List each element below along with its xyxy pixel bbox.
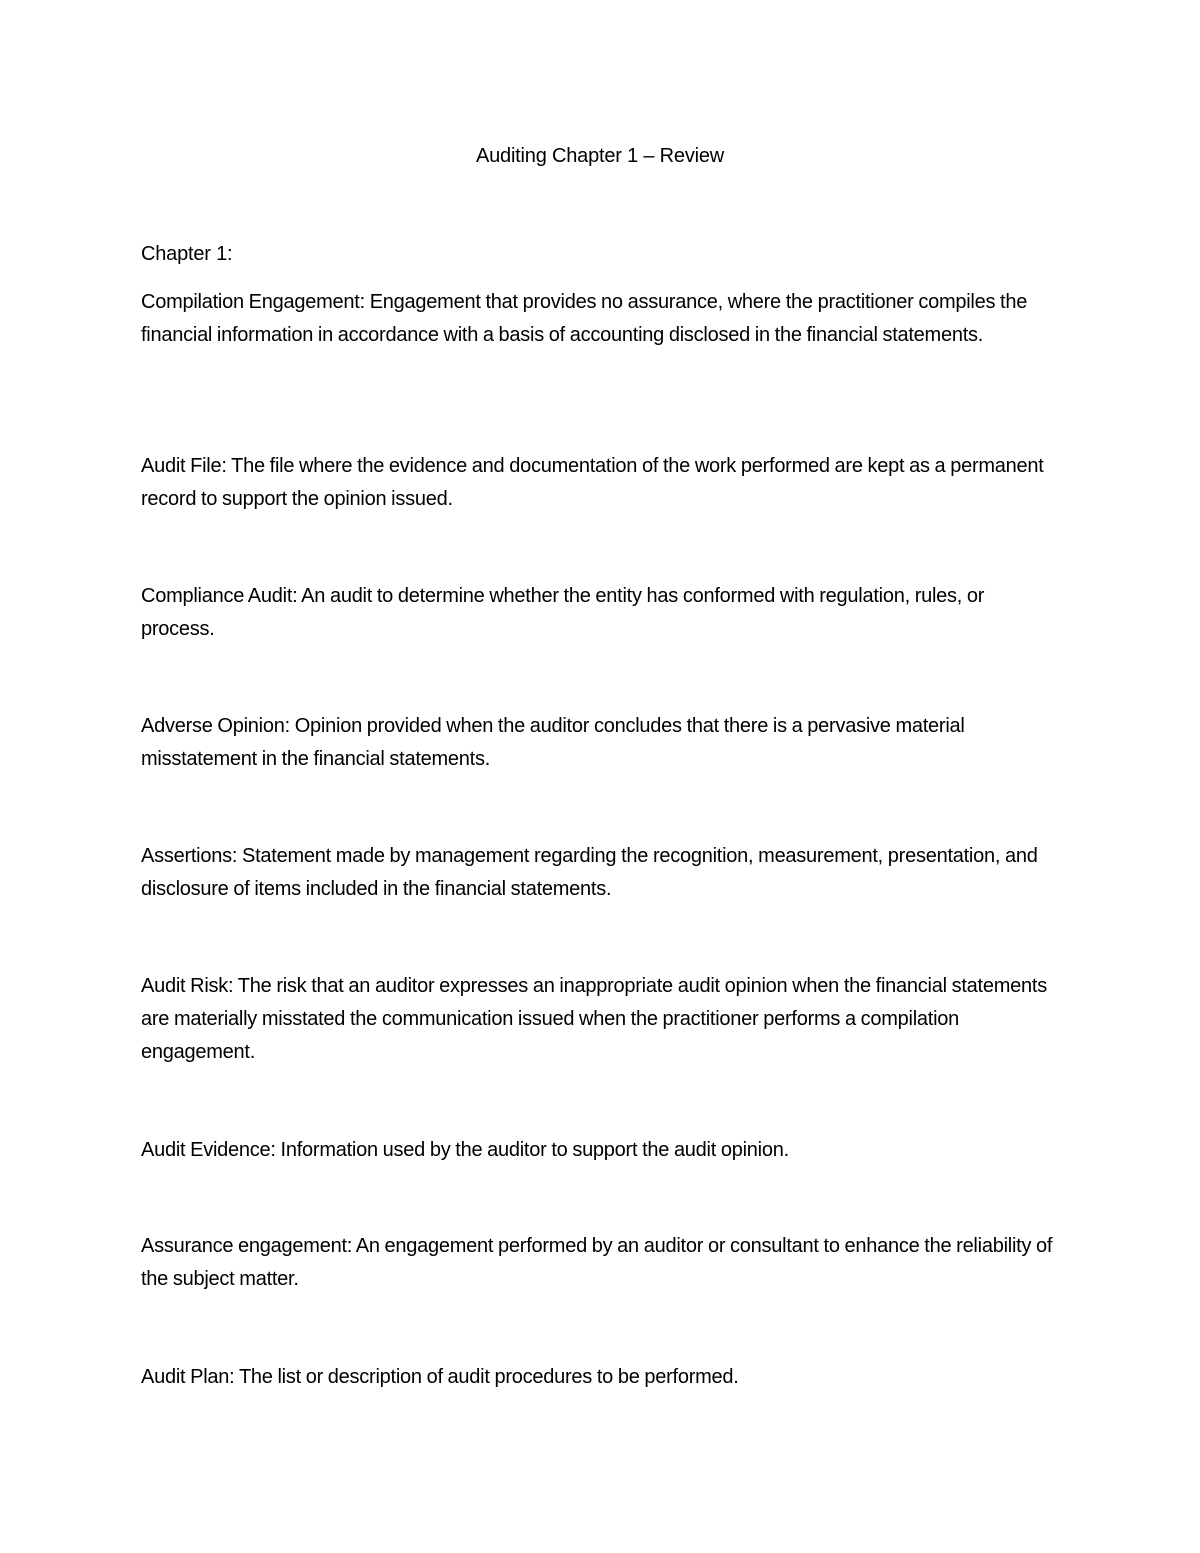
chapter-heading: Chapter 1: [141,243,233,265]
entry-term: Assurance engagement [141,1235,347,1257]
entry-definition: Engagement that provides no assurance, where the practitioner compiles the financial information in accordance with a basis of accounting disclosed in the financial statements. [141,291,1028,346]
entry-term: Audit Plan [141,1366,230,1388]
document-title: Auditing Chapter 1 – Review [475,145,725,167]
entry-term: Audit File [141,455,222,477]
entry-term: Assertions [141,845,232,867]
entry-term: Audit Evidence [141,1139,271,1161]
glossary-entry-compilation-engagement: Compilation Engagement: Engagement that provides no assurance, where the practitioner compiles the financial information in accordance with a basis of accounting disclosed in the financial statements. [141,291,1028,346]
entry-term: Compliance Audit [141,585,293,607]
entry-definition: An audit to determine whether the entity has conformed with regulation, rules, or process. [141,585,985,640]
glossary-entry-audit-evidence: Audit Evidence: Information used by the auditor to support the audit opinion. [141,1139,789,1161]
glossary-entry-assurance-engagement: Assurance engagement: An engagement performed by an auditor or consultant to enhance the reliability of the subject matter. [141,1235,1053,1290]
entry-term: Adverse Opinion [141,715,285,737]
entry-term: Compilation Engagement [141,291,360,313]
entry-definition: The risk that an auditor expresses an inappropriate audit opinion when the financial statements are materially misstated the communication issued when the practitioner performs a compilation engagement. [141,975,1047,1063]
entry-definition: Statement made by management regarding the recognition, measurement, presentation, and disclosure of items included in the financial statements. [141,845,1038,900]
entry-term: Audit Risk [141,975,229,997]
entry-definition: Information used by the auditor to support the audit opinion. [280,1139,789,1161]
glossary-entry-audit-file: Audit File: The file where the evidence and documentation of the work performed are kept as a permanent record to support the opinion issued. [141,455,1044,510]
glossary-entry-audit-risk: Audit Risk: The risk that an auditor expresses an inappropriate audit opinion when the financial statements are materially misstated the communication issued when the practitioner performs a compilation engagement. [141,975,1047,1063]
entry-definition: An engagement performed by an auditor or consultant to enhance the reliability of the subject matter. [141,1235,1053,1290]
glossary-entry-audit-plan: Audit Plan: The list or description of audit procedures to be performed. [141,1366,739,1388]
glossary-entry-compliance-audit: Compliance Audit: An audit to determine whether the entity has conformed with regulation, rules, or process. [141,585,985,640]
entry-definition: Opinion provided when the auditor concludes that there is a pervasive material misstatement in the financial statements. [141,715,965,770]
glossary-entry-adverse-opinion: Adverse Opinion: Opinion provided when the auditor concludes that there is a pervasive material misstatement in the financial statements. [141,715,965,770]
glossary-entry-assertions: Assertions: Statement made by management regarding the recognition, measurement, presentation, and disclosure of items included in the financial statements. [141,845,1038,900]
entry-definition: The file where the evidence and documentation of the work performed are kept as a permanent record to support the opinion issued. [141,455,1044,510]
entry-definition: The list or description of audit procedures to be performed. [238,1366,739,1388]
